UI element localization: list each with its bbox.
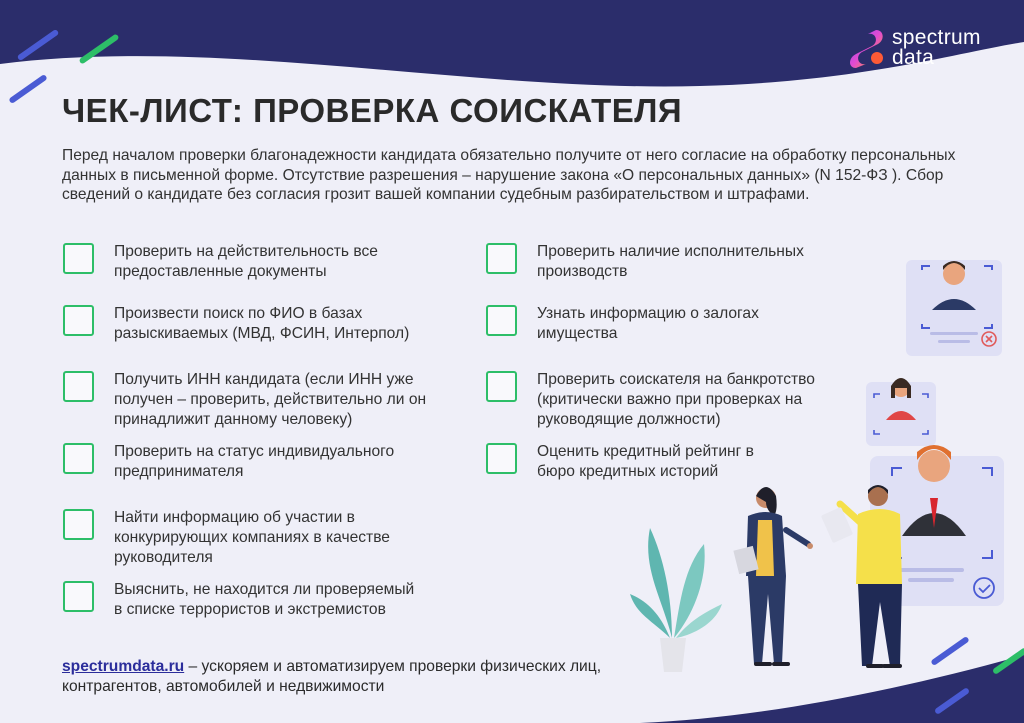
checklist-item (63, 304, 409, 344)
checklist-item-text: Проверить на действительность все предоставленные документы (114, 243, 378, 280)
checkbox[interactable] (486, 371, 517, 402)
checklist-item (63, 508, 390, 568)
brand-logo[interactable] (850, 26, 1010, 72)
checkbox[interactable] (63, 371, 94, 402)
checkbox[interactable] (63, 305, 94, 336)
website-link[interactable]: spectrumdata.ru (62, 658, 185, 675)
footer-text (62, 657, 662, 697)
checklist-item-text: Проверить наличие исполнительных производств (537, 243, 804, 280)
female-profile-card-icon (866, 378, 936, 446)
checkbox[interactable] (486, 305, 517, 336)
checklist-item-text: Найти информацию об участии в конкурирующих компаниях в качестве руководителя (114, 509, 390, 566)
man-with-clipboard-icon (821, 485, 902, 666)
checklist-item (63, 242, 378, 282)
checklist-item (63, 442, 394, 482)
page-title: ЧЕК-ЛИСТ: ПРОВЕРКА СОИСКАТЕЛЯ (62, 92, 683, 129)
candidate-profile-card-icon (906, 260, 1002, 356)
checkbox[interactable] (486, 243, 517, 274)
brand-name-line2: data (892, 46, 935, 69)
checklist-item-text: Проверить на статус индивидуального предпринимателя (114, 443, 395, 480)
checklist-item-text: Выяснить, не находится ли проверяемый в списке террористов и экстремистов (114, 581, 415, 618)
recruitment-illustration (630, 250, 1024, 690)
checkbox[interactable] (63, 243, 94, 274)
checklist-item-text: Получить ИНН кандидата (если ИНН уже получен – проверить, действительно ли он принадлижит данному человеку) (114, 371, 427, 428)
spectrum-logo-icon (850, 28, 886, 70)
checklist-item-text: Узнать информацию о залогах имущества (537, 305, 759, 342)
checklist-item (63, 370, 426, 430)
checklist-item-text: Произвести поиск по ФИО в базах разыскиваемых (МВД, ФСИН, Интерпол) (114, 305, 410, 342)
footer-description: – ускоряем и автоматизируем проверки физических лиц, контрагентов, автомобилей и недвижимости (62, 658, 602, 695)
brand-name-line1: spectrum (892, 26, 981, 49)
checklist-item-text: Оценить кредитный рейтинг в бюро кредитных историй (537, 443, 754, 480)
checkbox[interactable] (63, 581, 94, 612)
checkbox[interactable] (63, 509, 94, 540)
checkbox[interactable] (63, 443, 94, 474)
checklist-item-text: Проверить соискателя на банкротство (критически важно при проверках на руководящие должности) (537, 371, 815, 428)
checkbox[interactable] (486, 443, 517, 474)
checklist-item (63, 580, 414, 620)
plant-icon (630, 528, 722, 672)
intro-paragraph: Перед началом проверки благонадежности кандидата обязательно получите от него согласие на обработку персональных данных в письменной форме. Отсутствие разрешения – нарушение закона «О персональных данных» (N 152-ФЗ ). Сбор сведений о кандидате без согласия грозит вашей компании судебным разбирательством и штрафами. (62, 147, 956, 203)
brand-wordmark (892, 28, 981, 68)
woman-with-folder-icon (733, 487, 813, 664)
